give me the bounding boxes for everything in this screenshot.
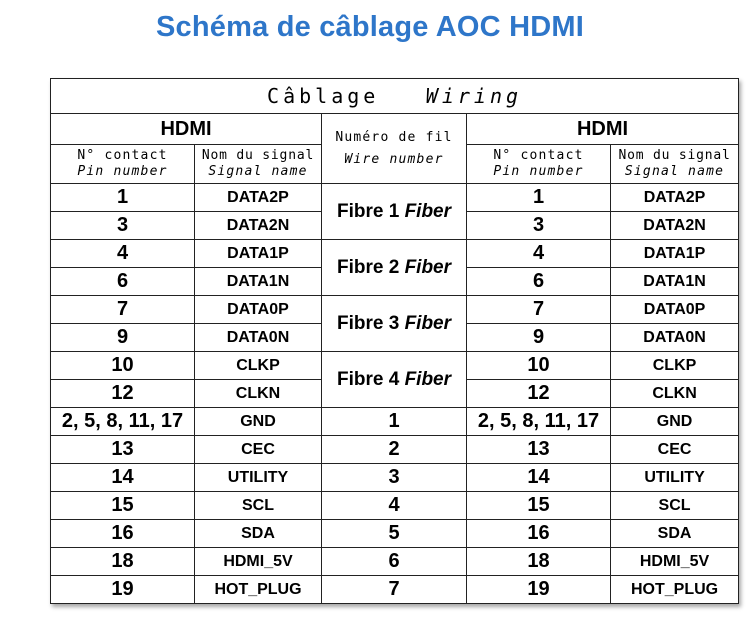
wire-number: 3 — [322, 464, 467, 492]
signal-header-fr: Nom du signal — [618, 148, 731, 163]
pin-number-right: 16 — [467, 520, 611, 548]
signal-name-right: HDMI_5V — [611, 548, 739, 576]
wire-number-header — [322, 114, 467, 184]
signal-name-right: GND — [611, 408, 739, 436]
table-row — [51, 408, 739, 436]
signal-name-left: DATA1N — [195, 268, 322, 296]
page-title: Schéma de câblage AOC HDMI — [156, 11, 584, 43]
pin-number-left: 16 — [51, 520, 195, 548]
left-pin-header — [51, 145, 195, 184]
wire-number: 1 — [322, 408, 467, 436]
pin-number-right: 3 — [467, 212, 611, 240]
pin-number-left: 12 — [51, 380, 195, 408]
signal-name-right: DATA1N — [611, 268, 739, 296]
pin-number-right: 4 — [467, 240, 611, 268]
table-row — [51, 464, 739, 492]
signal-name-right: DATA2P — [611, 184, 739, 212]
signal-header-en: Signal name — [624, 164, 725, 179]
signal-name-right: DATA1P — [611, 240, 739, 268]
table-row — [51, 436, 739, 464]
pin-number-left: 9 — [51, 324, 195, 352]
table-row — [51, 296, 739, 324]
caption-row — [51, 79, 739, 114]
fiber-cell — [322, 240, 467, 296]
fiber-label-en: Fiber — [404, 200, 452, 222]
table-row — [51, 576, 739, 604]
left-signal-header — [195, 145, 322, 184]
pin-header-en: Pin number — [493, 164, 584, 179]
pin-header-fr: N° contact — [77, 148, 168, 163]
pin-number-left: 15 — [51, 492, 195, 520]
signal-name-left: DATA0N — [195, 324, 322, 352]
pin-number-right: 12 — [467, 380, 611, 408]
fiber-label-fr: Fibre 2 — [336, 256, 400, 278]
signal-name-left: DATA2P — [195, 184, 322, 212]
pin-number-left: 10 — [51, 352, 195, 380]
group-header-row — [51, 114, 739, 145]
signal-header-en: Signal name — [208, 164, 308, 179]
right-hdmi-header: HDMI — [467, 114, 739, 145]
left-hdmi-header: HDMI — [51, 114, 322, 145]
pin-number-left: 2, 5, 8, 11, 17 — [51, 408, 195, 436]
wire-header-fr: Numéro de fil — [335, 129, 453, 145]
fiber-label-fr: Fibre 3 — [336, 312, 400, 334]
signal-name-right: DATA0N — [611, 324, 739, 352]
fiber-cell — [322, 184, 467, 240]
right-pin-header — [467, 145, 611, 184]
pin-number-right: 6 — [467, 268, 611, 296]
pin-number-right: 2, 5, 8, 11, 17 — [467, 408, 611, 436]
signal-name-left: UTILITY — [195, 464, 322, 492]
signal-name-left: DATA0P — [195, 296, 322, 324]
wire-number: 7 — [322, 576, 467, 604]
fiber-label-en: Fiber — [404, 256, 452, 278]
pin-number-left: 19 — [51, 576, 195, 604]
table-row — [51, 352, 739, 380]
signal-name-right: SCL — [611, 492, 739, 520]
fiber-cell — [322, 296, 467, 352]
signal-name-right: DATA0P — [611, 296, 739, 324]
fiber-label-en: Fiber — [404, 312, 452, 334]
pin-header-en: Pin number — [77, 164, 168, 179]
pin-number-right: 19 — [467, 576, 611, 604]
pin-number-right: 15 — [467, 492, 611, 520]
fiber-label-fr: Fibre 4 — [336, 368, 400, 390]
wire-number: 5 — [322, 520, 467, 548]
fiber-cell — [322, 352, 467, 408]
signal-name-left: CLKP — [195, 352, 322, 380]
pin-number-right: 7 — [467, 296, 611, 324]
signal-name-left: CLKN — [195, 380, 322, 408]
wiring-table — [50, 78, 739, 604]
pin-number-right: 10 — [467, 352, 611, 380]
signal-name-left: CEC — [195, 436, 322, 464]
pin-number-right: 9 — [467, 324, 611, 352]
pin-number-left: 14 — [51, 464, 195, 492]
signal-name-right: DATA2N — [611, 212, 739, 240]
signal-name-right: CLKP — [611, 352, 739, 380]
caption-en: Wiring — [425, 84, 523, 108]
signal-name-left: GND — [195, 408, 322, 436]
signal-name-left: HDMI_5V — [195, 548, 322, 576]
signal-name-right: CLKN — [611, 380, 739, 408]
signal-header-fr: Nom du signal — [201, 148, 315, 163]
signal-name-right: CEC — [611, 436, 739, 464]
wire-header-en: Wire number — [344, 151, 444, 167]
pin-number-left: 18 — [51, 548, 195, 576]
pin-number-left: 7 — [51, 296, 195, 324]
table-row — [51, 520, 739, 548]
table-row — [51, 492, 739, 520]
wire-number: 2 — [322, 436, 467, 464]
pin-number-right: 18 — [467, 548, 611, 576]
pin-header-fr: N° contact — [493, 148, 584, 163]
table-caption — [51, 79, 739, 114]
pin-number-left: 6 — [51, 268, 195, 296]
table-row — [51, 184, 739, 212]
table-row — [51, 240, 739, 268]
signal-name-right: SDA — [611, 520, 739, 548]
signal-name-left: HOT_PLUG — [195, 576, 322, 604]
pin-number-left: 1 — [51, 184, 195, 212]
wire-number: 4 — [322, 492, 467, 520]
pin-number-left: 4 — [51, 240, 195, 268]
wire-number: 6 — [322, 548, 467, 576]
pin-number-right: 14 — [467, 464, 611, 492]
fiber-label-en: Fiber — [404, 368, 452, 390]
signal-name-left: SCL — [195, 492, 322, 520]
pin-number-left: 13 — [51, 436, 195, 464]
signal-name-left: DATA2N — [195, 212, 322, 240]
signal-name-left: DATA1P — [195, 240, 322, 268]
pin-number-right: 13 — [467, 436, 611, 464]
pin-number-right: 1 — [467, 184, 611, 212]
signal-name-right: HOT_PLUG — [611, 576, 739, 604]
caption-fr: Câblage — [267, 84, 380, 108]
fiber-label-fr: Fibre 1 — [336, 200, 400, 222]
signal-name-right: UTILITY — [611, 464, 739, 492]
table-row — [51, 548, 739, 576]
right-signal-header — [611, 145, 739, 184]
signal-name-left: SDA — [195, 520, 322, 548]
pin-number-left: 3 — [51, 212, 195, 240]
